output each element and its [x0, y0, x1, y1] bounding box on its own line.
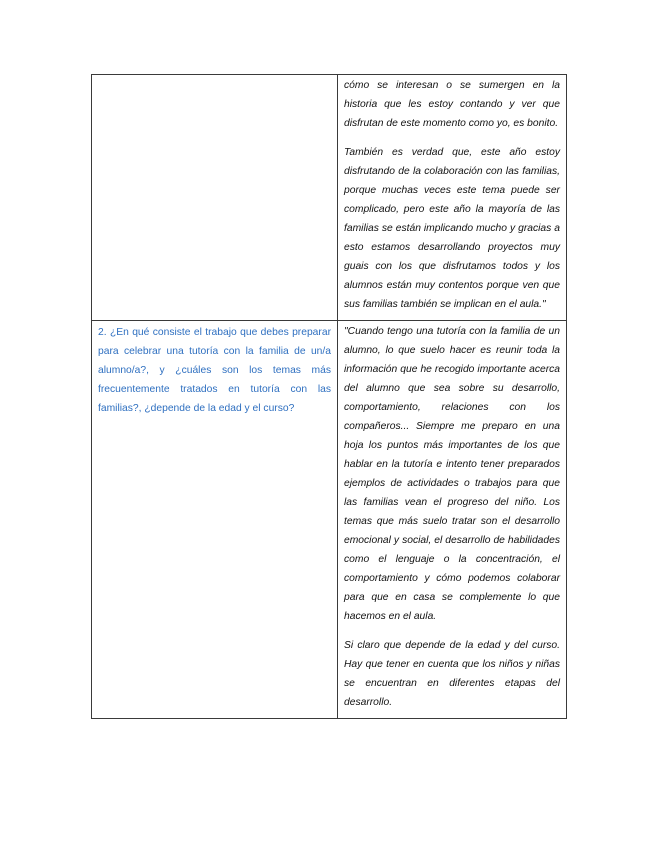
- answer-cell: [338, 75, 567, 321]
- interview-table: [91, 74, 567, 719]
- answer-paragraph: "Cuando tengo una tutoría con la familia de un alumno, lo que suelo hacer es reunir toda la información que he recogido importante acerca del alumno que sea sobre su desarrollo, comportamiento, relaciones con los compañeros... Siempre me preparo en una hoja los puntos más importantes de los que hablar en la tutoría e intento tener preparados ejemplos de actividades o trabajos para que las familias vean el progreso del niño. Los temas que más suelo tratar son el desarrollo emocional y social, el desarrollo de habilidades como el lenguaje o la concentración, el comportamiento y cómo podemos colaborar para que en casa se complemente lo que hacemos en el aula.: [344, 326, 560, 622]
- table-row: [92, 75, 567, 321]
- question-text: 2. ¿En qué consiste el trabajo que debes preparar para celebrar una tutoría con la familia de un/a alumno/a?, y ¿cuáles son los temas más frecuentemente tratados en tutoría con las familias?, ¿depende de la edad y el curso?: [98, 327, 331, 414]
- answer-cell: [338, 321, 567, 719]
- answer-paragraph: Si claro que depende de la edad y del curso. Hay que tener en cuenta que los niños y niñas se encuentran en diferentes etapas del desarrollo.: [344, 640, 560, 708]
- question-cell: [92, 321, 338, 719]
- answer-paragraph: cómo se interesan o se sumergen en la historia que les estoy contando y ver que disfrutan de este momento como yo, es bonito.: [344, 80, 560, 129]
- question-text: [98, 75, 331, 77]
- answer-paragraph: También es verdad que, este año estoy disfrutando de la colaboración con las familias, porque muchas veces este tema puede ser complicado, pero este año la mayoría de las familias se están implicando mucho y gracias a esto estamos desarrollando proyectos muy guais con los que disfrutamos todos y los alumnos están muy contentos porque ven que sus familias también se implican en el aula.": [344, 147, 560, 310]
- table-row: [92, 321, 567, 719]
- question-cell: [92, 75, 338, 321]
